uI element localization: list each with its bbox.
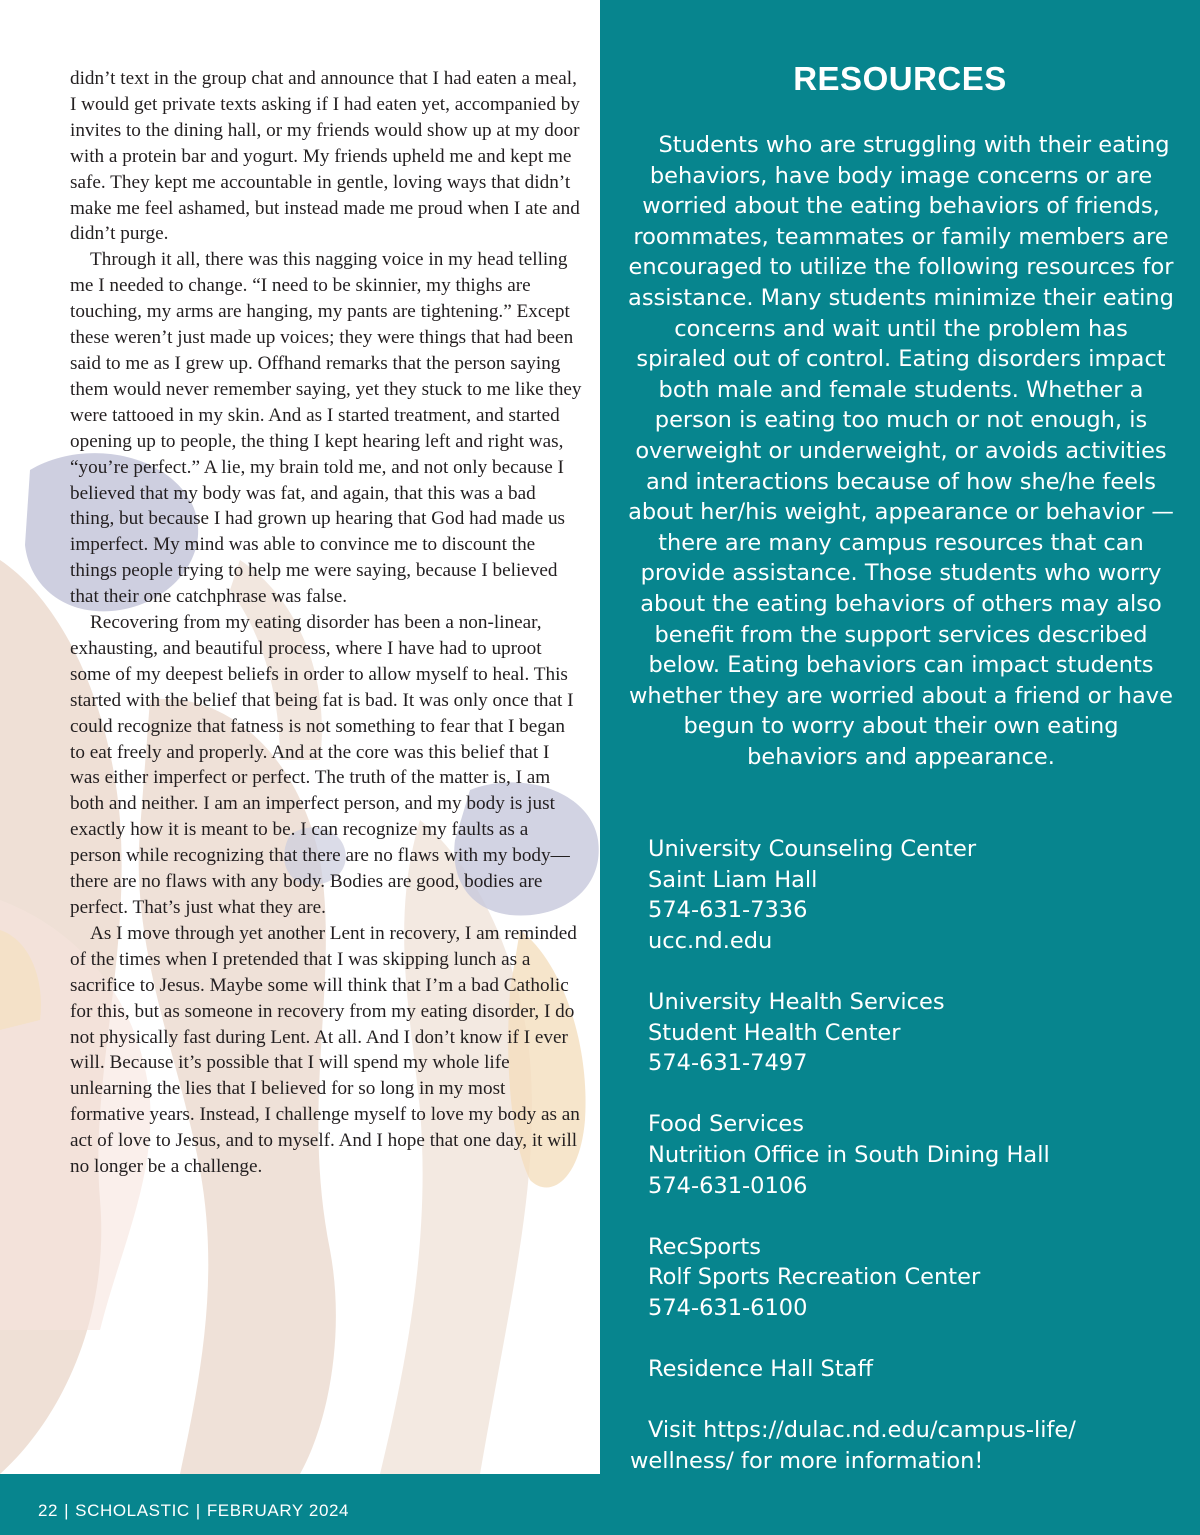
publication-name: SCHOLASTIC	[75, 1501, 190, 1520]
resource-item-counseling	[648, 834, 1188, 956]
resource-item-residence	[648, 1354, 1188, 1385]
article-column	[0, 0, 600, 1474]
resource-item-recsports	[648, 1232, 1188, 1324]
resource-location: Rolf Sports Recreation Center	[648, 1264, 981, 1291]
resource-item-health	[648, 987, 1188, 1079]
resource-location: Saint Liam Hall	[648, 866, 818, 893]
resource-phone: 574-631-6100	[648, 1294, 808, 1321]
article-body	[70, 66, 582, 1180]
resource-location: Student Health Center	[648, 1019, 901, 1046]
issue-date: FEBRUARY 2024	[206, 1501, 350, 1520]
footer-divider: |	[195, 1501, 201, 1520]
resources-sidebar	[600, 0, 1200, 1474]
page-footer	[0, 1474, 1200, 1535]
resource-name: Residence Hall Staff	[648, 1356, 873, 1383]
resources-intro	[628, 130, 1174, 772]
resource-name: RecSports	[648, 1233, 761, 1260]
resources-list	[648, 834, 1188, 1415]
visit-info	[630, 1415, 1190, 1476]
footer-divider: |	[64, 1501, 70, 1520]
resource-phone: 574-631-7497	[648, 1050, 808, 1077]
article-paragraph: Through it all, there was this nagging voice in my head telling me I needed to change. “I need to be skinnier, my thighs are touching, my arms are hanging, my pants are tightening.” Except these weren’t just made up voices; they were things that had been said to me as I grew up. Offhand remarks that the person saying them would never remember saying, yet they stuck to me like they were tattooed in my skin. And as I started treatment, and started opening up to people, the thing I kept hearing left and right was, “you’re perfect.” A lie, my brain told me, and not only because I believed that my body was fat, and again, that this was a bad thing, but because I had grown up hearing that God had made us imperfect. My mind was able to convince me to discount the things people trying to help me were saying, because I believed that their one catchphrase was false.	[70, 249, 582, 608]
resource-name: University Counseling Center	[648, 836, 977, 862]
resource-website: ucc.nd.edu	[648, 927, 773, 954]
resources-title: RESOURCES	[793, 60, 1007, 97]
resource-name: University Health Services	[648, 988, 945, 1015]
visit-line-2: wellness/ for more information!	[630, 1447, 984, 1474]
resource-name: Food Services	[648, 1111, 804, 1138]
resource-item-food	[648, 1109, 1188, 1201]
visit-line-1: Visit https://dulac.nd.edu/campus-life/	[648, 1417, 1076, 1443]
article-paragraph: didn’t text in the group chat and announce that I had eaten a meal, I would get private texts asking if I had eaten yet, accompanied by invites to the dining hall, or my friends would show up at my door with a protein bar and yogurt. My friends upheld me and kept me safe. They kept me accountable in gentle, loving ways that didn’t make me feel ashamed, but instead made me proud when I ate and didn’t purge.	[70, 68, 580, 245]
footer-folio	[38, 1501, 349, 1521]
resource-location: Nutrition Office in South Dining Hall	[648, 1141, 1050, 1168]
page-number: 22	[38, 1501, 59, 1520]
resource-phone: 574-631-0106	[648, 1172, 808, 1199]
article-paragraph: Recovering from my eating disorder has been a non-linear, exhausting, and beautiful process, where I have had to uproot some of my deepest beliefs in order to allow myself to heal. This started with the belief that being fat is bad. It was only once that I could recognize that fatness is not something to fear that I began to eat freely and properly. And at the core was this belief that I was either imperfect or perfect. The truth of the matter is, I am both and neither. I am an imperfect person, and my body is just exactly how it is meant to be. I can recognize my faults as a person while recognizing that there are no flaws with my body—there are no flaws with any body. Bodies are good, bodies are perfect. That’s just what they are.	[70, 612, 574, 918]
resource-phone: 574-631-7336	[648, 897, 808, 924]
resources-intro-text: Students who are struggling with their eating behaviors, have body image concerns or are worried about the eating behaviors of friends, roommates, teammates or family members are encouraged to utilize the following resources for assistance. Many students minimize their eating concerns and wait until the problem has spiraled out of control. Eating disorders impact both male and female students. Whether a person is eating too much or not enough, is overweight or underweight, or avoids activities and interactions because of how she/he feels about her/his weight, appearance or behavior — there are many campus resources that can provide assistance. Those students who worry about the eating behaviors of others may also benefit from the support services described below. Eating behaviors can impact students whether they are worried about a friend or have begun to worry about their own eating behaviors and appearance.	[628, 132, 1174, 770]
article-paragraph: As I move through yet another Lent in recovery, I am reminded of the times when I pretended that I was skipping lunch as a sacrifice to Jesus. Maybe some will think that I’m a bad Catholic for this, but as someone in recovery from my eating disorder, I do not physically fast during Lent. At all. And I don’t know if I ever will. Because it’s possible that I will spend my whole life unlearning the lies that I believed for so long in my most formative years. Instead, I challenge myself to love my body as an act of love to Jesus, and to myself. And I hope that one day, it will no longer be a challenge.	[70, 922, 580, 1178]
